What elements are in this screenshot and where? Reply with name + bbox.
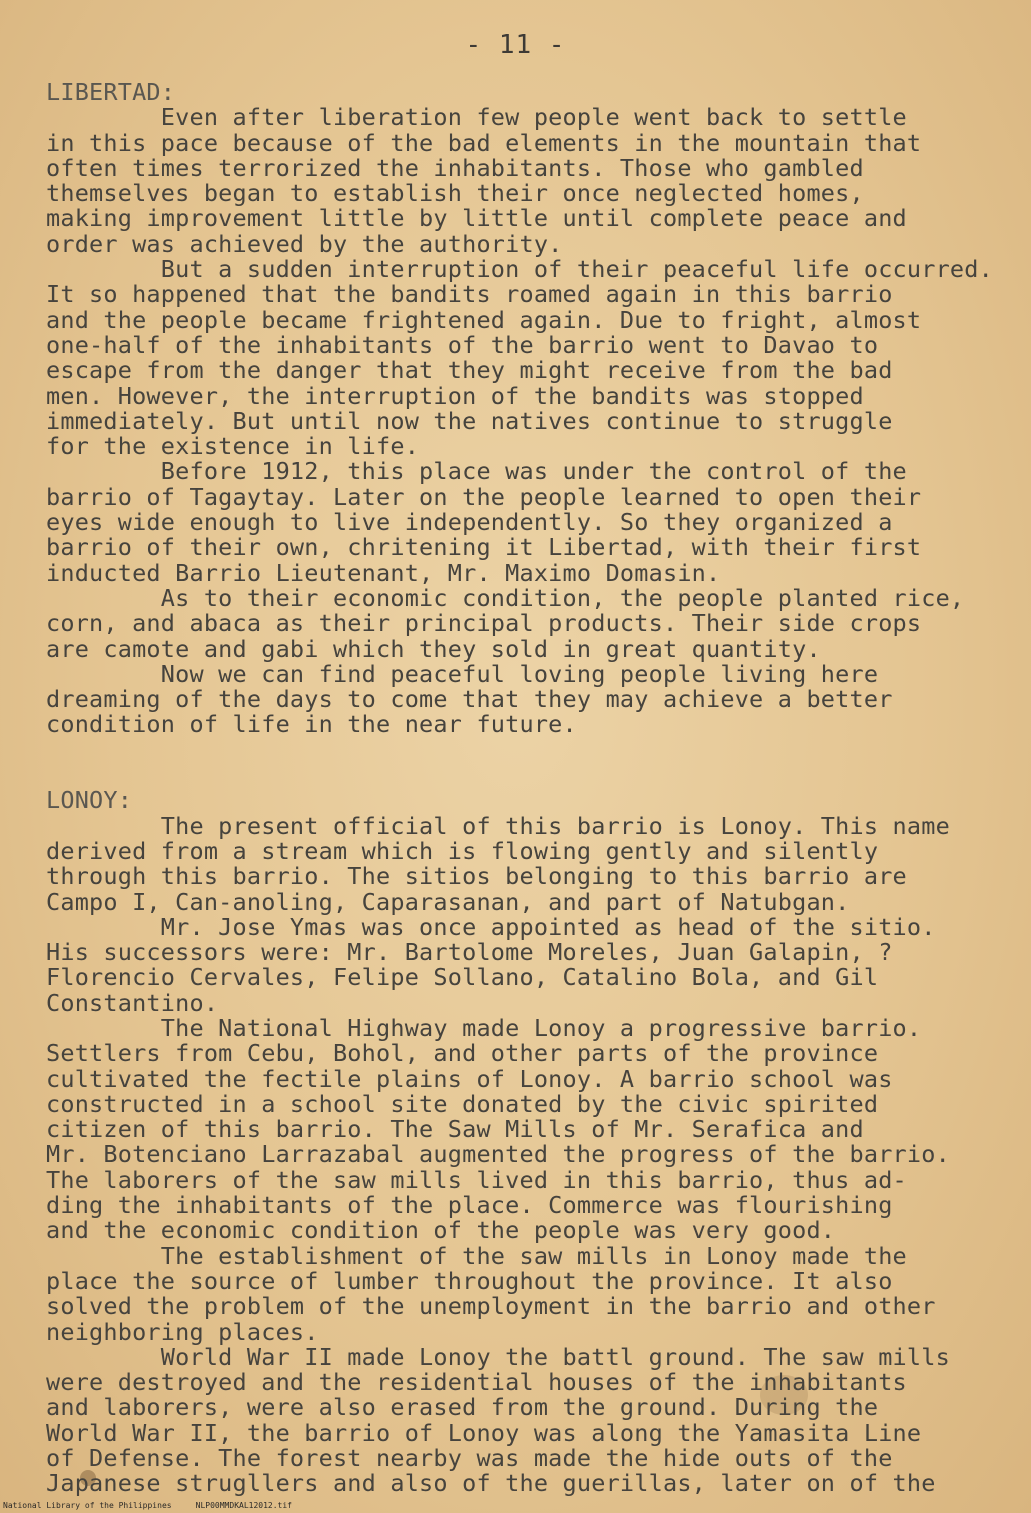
- text-line: and the economic condition of the people was very good.: [46, 1216, 836, 1245]
- text-line: ding the inhabitants of the place. Commerce was flourishing: [46, 1191, 893, 1220]
- text-line: and laborers, were also erased from the ground. During the: [46, 1393, 879, 1422]
- text-line: through this barrio. The sitios belonging to this barrio are: [46, 862, 907, 891]
- text-line: escape from the danger that they might receive from the bad: [46, 356, 893, 385]
- text-line: The present official of this barrio is Lonoy. This name: [46, 811, 950, 840]
- text-line: The National Highway made Lonoy a progressive barrio.: [46, 1013, 922, 1042]
- text-line: Japanese strugllers and also of the guerillas, later on of the: [46, 1469, 936, 1498]
- text-line: immediately. But until now the natives continue to struggle: [46, 406, 893, 435]
- text-line: His successors were: Mr. Bartolome Moreles, Juan Galapin, ?: [46, 938, 893, 967]
- text-line: constructed in a school site donated by the civic spirited: [46, 1089, 879, 1118]
- text-line: Even after liberation few people went back to settle: [46, 103, 907, 132]
- text-line: It so happened that the bandits roamed again in this barrio: [46, 280, 893, 309]
- text-line: cultivated the fectile plains of Lonoy. A barrio school was: [46, 1064, 893, 1093]
- section-gap: [46, 763, 1006, 788]
- text-line: Before 1912, this place was under the control of the: [46, 457, 907, 486]
- section-heading: LIBERTAD:: [46, 78, 176, 106]
- text-line: dreaming of the days to come that they may achieve a better: [46, 685, 893, 714]
- text-line: were destroyed and the residential houses of the inhabitants: [46, 1368, 907, 1397]
- text-line: inducted Barrio Lieutenant, Mr. Maximo Domasin.: [46, 558, 721, 587]
- text-line: corn, and abaca as their principal products. Their side crops: [46, 609, 922, 638]
- text-line: Mr. Botenciano Larrazabal augmented the progress of the barrio.: [46, 1140, 950, 1169]
- text-line: Constantino.: [46, 988, 219, 1017]
- section-libertad: [46, 80, 1006, 738]
- text-line: The laborers of the saw mills lived in this barrio, thus ad-: [46, 1165, 907, 1194]
- section-lonoy: [46, 788, 1006, 1496]
- text-line: barrio of their own, chritening it Libertad, with their first: [46, 533, 922, 562]
- archive-footer: National Library of the Philippines NLP00MMDKAL12012.tif: [3, 1501, 292, 1510]
- text-line: making improvement little by little until complete peace and: [46, 204, 907, 233]
- text-line: citizen of this barrio. The Saw Mills of Mr. Serafica and: [46, 1115, 864, 1144]
- text-line: one-half of the inhabitants of the barrio went to Davao to: [46, 330, 879, 359]
- text-line: derived from a stream which is flowing gently and silently: [46, 836, 879, 865]
- text-line: Settlers from Cebu, Bohol, and other parts of the province: [46, 1039, 879, 1068]
- text-line: As to their economic condition, the people planted rice,: [46, 583, 965, 612]
- text-line: of Defense. The forest nearby was made the hide outs of the: [46, 1444, 893, 1473]
- text-line: Campo I, Can-anoling, Caparasanan, and part of Natubgan.: [46, 887, 850, 916]
- text-line: for the existence in life.: [46, 432, 420, 461]
- text-line: neighboring places.: [46, 1317, 319, 1346]
- text-line: often times terrorized the inhabitants. Those who gambled: [46, 153, 864, 182]
- text-line: eyes wide enough to live independently. So they organized a: [46, 508, 893, 537]
- text-line: themselves began to establish their once neglected homes,: [46, 179, 864, 208]
- page-number: - 11 -: [465, 30, 566, 60]
- text-line: and the people became frightened again. Due to fright, almost: [46, 305, 922, 334]
- text-line: men. However, the interruption of the bandits was stopped: [46, 381, 864, 410]
- text-line: World War II, the barrio of Lonoy was along the Yamasita Line: [46, 1418, 922, 1447]
- text-line: But a sudden interruption of their peaceful life occurred.: [46, 255, 993, 284]
- text-line: World War II made Lonoy the battl ground. The saw mills: [46, 1342, 950, 1371]
- section-heading: LONOY:: [46, 786, 133, 815]
- text-line: are camote and gabi which they sold in great quantity.: [46, 634, 821, 663]
- text-line: place the source of lumber throughout the province. It also: [46, 1266, 893, 1295]
- document-body: [46, 80, 1006, 1497]
- text-line: The establishment of the saw mills in Lonoy made the: [46, 1241, 907, 1270]
- text-line: barrio of Tagaytay. Later on the people learned to open their: [46, 482, 922, 511]
- text-line: order was achieved by the authority.: [46, 229, 563, 258]
- section-gap: [46, 738, 1006, 763]
- text-line: Mr. Jose Ymas was once appointed as head of the sitio.: [46, 912, 936, 941]
- text-line: condition of life in the near future.: [46, 710, 577, 739]
- text-line: in this pace because of the bad elements in the mountain that: [46, 128, 922, 157]
- text-line: Florencio Cervales, Felipe Sollano, Catalino Bola, and Gil: [46, 963, 879, 992]
- text-line: Now we can find peaceful loving people living here: [46, 659, 879, 688]
- text-line: solved the problem of the unemployment in the barrio and other: [46, 1292, 936, 1321]
